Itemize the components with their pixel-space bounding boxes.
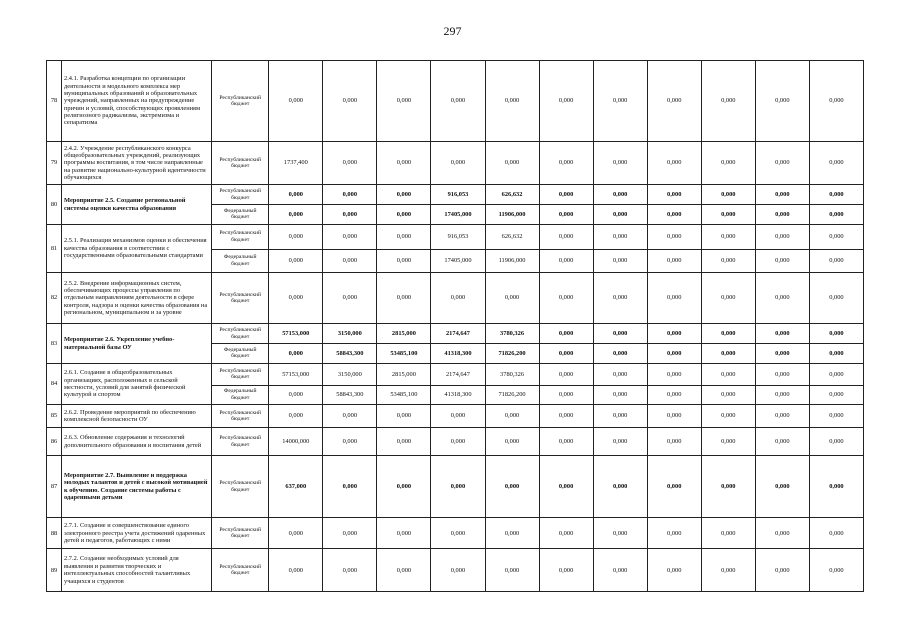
budget-value: 14000,000 <box>269 428 323 456</box>
budget-value: 0,000 <box>701 405 755 428</box>
budget-value: 2174,647 <box>431 324 485 344</box>
budget-value: 0,000 <box>539 428 593 456</box>
table-row <box>47 224 864 249</box>
table-row <box>47 272 864 324</box>
funding-source: Республиканский бюджет <box>212 61 269 142</box>
budget-value: 0,000 <box>647 249 701 272</box>
budget-value: 0,000 <box>377 249 431 272</box>
row-number: 86 <box>47 428 62 456</box>
budget-value: 0,000 <box>701 141 755 185</box>
budget-value: 0,000 <box>269 549 323 592</box>
budget-value: 0,000 <box>755 249 809 272</box>
budget-value: 0,000 <box>269 272 323 324</box>
budget-value: 0,000 <box>323 405 377 428</box>
funding-source: Республиканский бюджет <box>212 185 269 205</box>
budget-value: 0,000 <box>647 385 701 405</box>
budget-value: 0,000 <box>269 518 323 549</box>
budget-value: 0,000 <box>377 224 431 249</box>
budget-value: 0,000 <box>269 249 323 272</box>
budget-value: 0,000 <box>485 405 539 428</box>
budget-value: 0,000 <box>485 549 539 592</box>
budget-value: 0,000 <box>485 61 539 142</box>
budget-value: 0,000 <box>593 405 647 428</box>
budget-value: 3780,326 <box>485 363 539 385</box>
budget-value: 0,000 <box>755 344 809 364</box>
budget-value: 3150,000 <box>323 363 377 385</box>
activity-name: 2.5.1. Реализация механизмов оценки и обеспечения качества образования в соответствии с государственными образовательными стандартами <box>62 224 212 272</box>
budget-value: 0,000 <box>647 141 701 185</box>
budget-value: 0,000 <box>809 363 863 385</box>
budget-value: 0,000 <box>539 324 593 344</box>
budget-value: 0,000 <box>755 456 809 518</box>
funding-source: Республиканский бюджет <box>212 456 269 518</box>
budget-value: 0,000 <box>539 344 593 364</box>
budget-value: 0,000 <box>485 456 539 518</box>
budget-value: 0,000 <box>269 405 323 428</box>
budget-value: 0,000 <box>701 385 755 405</box>
row-number: 81 <box>47 224 62 272</box>
budget-value: 0,000 <box>269 224 323 249</box>
budget-value: 0,000 <box>431 549 485 592</box>
table-row <box>47 363 864 385</box>
budget-value: 0,000 <box>701 428 755 456</box>
budget-value: 0,000 <box>539 141 593 185</box>
table-row <box>47 518 864 549</box>
row-number: 84 <box>47 363 62 404</box>
budget-value: 0,000 <box>377 272 431 324</box>
budget-value: 0,000 <box>809 428 863 456</box>
budget-value: 0,000 <box>809 344 863 364</box>
budget-value: 0,000 <box>593 428 647 456</box>
budget-value: 0,000 <box>701 456 755 518</box>
budget-value: 0,000 <box>701 205 755 225</box>
budget-value: 0,000 <box>323 141 377 185</box>
budget-value: 0,000 <box>647 428 701 456</box>
budget-value: 0,000 <box>377 428 431 456</box>
budget-value: 0,000 <box>323 456 377 518</box>
budget-value: 0,000 <box>593 249 647 272</box>
budget-value: 0,000 <box>593 61 647 142</box>
budget-value: 0,000 <box>755 405 809 428</box>
activity-name: Мероприятие 2.7. Выявление и поддержка молодых талантов и детей с высокой мотивацией к обучению. Создание системы работы с одаренными детьми <box>62 456 212 518</box>
budget-value: 0,000 <box>593 224 647 249</box>
budget-value: 0,000 <box>593 324 647 344</box>
budget-value: 0,000 <box>539 249 593 272</box>
budget-value: 0,000 <box>809 224 863 249</box>
budget-value: 0,000 <box>431 141 485 185</box>
budget-value: 0,000 <box>647 61 701 142</box>
budget-value: 41318,300 <box>431 344 485 364</box>
budget-value: 0,000 <box>701 249 755 272</box>
row-number: 87 <box>47 456 62 518</box>
budget-value: 0,000 <box>755 224 809 249</box>
budget-value: 0,000 <box>809 518 863 549</box>
budget-value: 0,000 <box>701 518 755 549</box>
budget-value: 0,000 <box>755 141 809 185</box>
budget-value: 11906,000 <box>485 249 539 272</box>
funding-source: Федеральный бюджет <box>212 249 269 272</box>
budget-value: 0,000 <box>431 518 485 549</box>
activity-name: 2.5.2. Внедрение информационных систем, обеспечивающих процессы управления по отдельным направлениям деятельности в сфере контроля, надзора и оценки качества образования на региональном, муниципальном и за уровне <box>62 272 212 324</box>
funding-source: Республиканский бюджет <box>212 272 269 324</box>
budget-value: 0,000 <box>377 456 431 518</box>
budget-value: 0,000 <box>701 185 755 205</box>
budget-value: 0,000 <box>323 549 377 592</box>
budget-value: 0,000 <box>377 185 431 205</box>
activity-name: Мероприятие 2.6. Укрепление учебно-материальной базы ОУ <box>62 324 212 363</box>
budget-value: 0,000 <box>755 428 809 456</box>
budget-value: 17405,000 <box>431 205 485 225</box>
budget-value: 0,000 <box>647 205 701 225</box>
funding-source: Республиканский бюджет <box>212 518 269 549</box>
budget-value: 626,632 <box>485 185 539 205</box>
budget-value: 0,000 <box>809 405 863 428</box>
row-number: 85 <box>47 405 62 428</box>
budget-value: 0,000 <box>323 518 377 549</box>
budget-value: 0,000 <box>539 224 593 249</box>
budget-value: 0,000 <box>593 385 647 405</box>
budget-value: 0,000 <box>593 185 647 205</box>
row-number: 83 <box>47 324 62 363</box>
budget-value: 0,000 <box>539 405 593 428</box>
budget-value: 0,000 <box>593 549 647 592</box>
budget-value: 0,000 <box>431 456 485 518</box>
budget-value: 0,000 <box>539 385 593 405</box>
funding-source: Республиканский бюджет <box>212 324 269 344</box>
budget-value: 0,000 <box>701 344 755 364</box>
budget-value: 57153,000 <box>269 324 323 344</box>
table-row <box>47 428 864 456</box>
row-number: 88 <box>47 518 62 549</box>
budget-value: 0,000 <box>269 205 323 225</box>
budget-value: 11906,000 <box>485 205 539 225</box>
activity-name: Мероприятие 2.5. Создание региональной системы оценки качества образования <box>62 185 212 224</box>
budget-value: 0,000 <box>809 185 863 205</box>
budget-value: 0,000 <box>431 428 485 456</box>
budget-value: 0,000 <box>755 205 809 225</box>
budget-value: 0,000 <box>539 272 593 324</box>
budget-value: 0,000 <box>593 205 647 225</box>
budget-value: 0,000 <box>647 549 701 592</box>
budget-value: 0,000 <box>593 272 647 324</box>
budget-value: 0,000 <box>539 61 593 142</box>
budget-value: 3150,000 <box>323 324 377 344</box>
budget-value: 0,000 <box>647 344 701 364</box>
budget-value: 0,000 <box>593 344 647 364</box>
budget-value: 0,000 <box>377 518 431 549</box>
budget-value: 3780,326 <box>485 324 539 344</box>
table-row <box>47 324 864 344</box>
budget-value: 0,000 <box>809 61 863 142</box>
budget-value: 0,000 <box>323 205 377 225</box>
table-row <box>47 185 864 205</box>
budget-value: 0,000 <box>755 272 809 324</box>
budget-table <box>46 60 864 592</box>
budget-value: 0,000 <box>593 456 647 518</box>
budget-value: 0,000 <box>323 61 377 142</box>
budget-value: 0,000 <box>323 224 377 249</box>
budget-value: 0,000 <box>647 518 701 549</box>
activity-name: 2.4.2. Учреждение республиканского конкурса общеобразовательных учреждений, реализующих программы воспитания, в том числе направленные на развитие национально-культурной идентичности обучающихся <box>62 141 212 185</box>
budget-value: 0,000 <box>485 141 539 185</box>
row-number: 79 <box>47 141 62 185</box>
budget-value: 0,000 <box>647 324 701 344</box>
table-body <box>47 61 864 592</box>
row-number: 78 <box>47 61 62 142</box>
budget-value: 41318,300 <box>431 385 485 405</box>
budget-value: 0,000 <box>701 272 755 324</box>
budget-value: 0,000 <box>323 428 377 456</box>
budget-value: 0,000 <box>593 518 647 549</box>
budget-value: 0,000 <box>269 185 323 205</box>
table-row <box>47 141 864 185</box>
budget-value: 0,000 <box>755 185 809 205</box>
budget-value: 0,000 <box>809 272 863 324</box>
budget-value: 58843,300 <box>323 344 377 364</box>
budget-value: 53485,100 <box>377 344 431 364</box>
budget-value: 0,000 <box>485 518 539 549</box>
budget-value: 0,000 <box>377 205 431 225</box>
budget-value: 0,000 <box>269 344 323 364</box>
budget-value: 0,000 <box>809 456 863 518</box>
budget-value: 58843,300 <box>323 385 377 405</box>
funding-source: Республиканский бюджет <box>212 549 269 592</box>
page-number: 297 <box>443 24 462 38</box>
table-row <box>47 456 864 518</box>
budget-value: 0,000 <box>593 363 647 385</box>
budget-value: 0,000 <box>701 324 755 344</box>
budget-value: 0,000 <box>269 61 323 142</box>
budget-value: 0,000 <box>377 405 431 428</box>
budget-value: 0,000 <box>647 456 701 518</box>
budget-value: 0,000 <box>377 61 431 142</box>
budget-value: 0,000 <box>539 185 593 205</box>
table-row <box>47 61 864 142</box>
activity-name: 2.7.2. Создание необходимых условий для выявления и развития творческих и интеллектуальных способностей талантливых учащихся и студентов <box>62 549 212 592</box>
funding-source: Республиканский бюджет <box>212 428 269 456</box>
budget-value: 0,000 <box>755 324 809 344</box>
table-row <box>47 549 864 592</box>
budget-value: 57153,000 <box>269 363 323 385</box>
budget-value: 0,000 <box>755 385 809 405</box>
budget-value: 0,000 <box>539 518 593 549</box>
budget-value: 0,000 <box>647 405 701 428</box>
budget-value: 0,000 <box>809 324 863 344</box>
funding-source: Федеральный бюджет <box>212 385 269 405</box>
budget-value: 0,000 <box>377 549 431 592</box>
budget-value: 0,000 <box>431 405 485 428</box>
budget-value: 0,000 <box>539 205 593 225</box>
budget-value: 0,000 <box>539 363 593 385</box>
budget-value: 0,000 <box>809 205 863 225</box>
budget-value: 0,000 <box>755 363 809 385</box>
activity-name: 2.6.1. Создание в общеобразовательных организациях, расположенных в сельской местности, условий для занятий физической культурой и спортом <box>62 363 212 404</box>
budget-value: 71826,200 <box>485 344 539 364</box>
budget-value: 0,000 <box>323 249 377 272</box>
budget-value: 0,000 <box>593 141 647 185</box>
budget-value: 0,000 <box>647 363 701 385</box>
funding-source: Федеральный бюджет <box>212 205 269 225</box>
budget-value: 0,000 <box>701 549 755 592</box>
funding-source: Республиканский бюджет <box>212 141 269 185</box>
budget-value: 17405,000 <box>431 249 485 272</box>
budget-value: 0,000 <box>755 518 809 549</box>
budget-value: 0,000 <box>701 363 755 385</box>
budget-value: 0,000 <box>269 385 323 405</box>
budget-value: 0,000 <box>539 456 593 518</box>
budget-value: 0,000 <box>809 141 863 185</box>
budget-value: 71826,200 <box>485 385 539 405</box>
table-row <box>47 405 864 428</box>
budget-value: 0,000 <box>539 549 593 592</box>
activity-name: 2.6.2. Проведение мероприятий по обеспечению комплексной безопасности ОУ <box>62 405 212 428</box>
budget-value: 0,000 <box>755 61 809 142</box>
row-number: 89 <box>47 549 62 592</box>
budget-value: 0,000 <box>809 549 863 592</box>
budget-value: 1737,400 <box>269 141 323 185</box>
budget-value: 0,000 <box>755 549 809 592</box>
activity-name: 2.6.3. Обновление содержания и технологий дополнительного образования и воспитания детей <box>62 428 212 456</box>
budget-value: 0,000 <box>809 249 863 272</box>
budget-value: 637,000 <box>269 456 323 518</box>
budget-value: 0,000 <box>431 272 485 324</box>
budget-value: 0,000 <box>377 141 431 185</box>
budget-value: 916,053 <box>431 224 485 249</box>
funding-source: Республиканский бюджет <box>212 363 269 385</box>
activity-name: 2.7.1. Создание и совершенствование единого электронного реестра учета достижений одаренных детей и педагогов, работающих с ними <box>62 518 212 549</box>
budget-value: 0,000 <box>431 61 485 142</box>
budget-value: 0,000 <box>323 185 377 205</box>
budget-value: 0,000 <box>809 385 863 405</box>
budget-value: 2815,000 <box>377 363 431 385</box>
budget-value: 53485,100 <box>377 385 431 405</box>
budget-value: 2815,000 <box>377 324 431 344</box>
budget-value: 0,000 <box>701 61 755 142</box>
budget-value: 626,632 <box>485 224 539 249</box>
budget-value: 0,000 <box>701 224 755 249</box>
row-number: 80 <box>47 185 62 224</box>
budget-value: 0,000 <box>647 224 701 249</box>
budget-value: 0,000 <box>485 272 539 324</box>
budget-value: 0,000 <box>323 272 377 324</box>
budget-value: 0,000 <box>647 272 701 324</box>
budget-value: 0,000 <box>485 428 539 456</box>
funding-source: Республиканский бюджет <box>212 224 269 249</box>
row-number: 82 <box>47 272 62 324</box>
activity-name: 2.4.1. Разработка концепции по организации деятельности и модельного комплекса мер муниципальных образований и образовательных учреждений, направленных на предупреждение причин и условий, способствующих проявлениям религиозного радикализма, экстремизма и сепаратизма <box>62 61 212 142</box>
funding-source: Республиканский бюджет <box>212 405 269 428</box>
budget-value: 0,000 <box>647 185 701 205</box>
funding-source: Федеральный бюджет <box>212 344 269 364</box>
budget-value: 2174,647 <box>431 363 485 385</box>
budget-value: 916,053 <box>431 185 485 205</box>
